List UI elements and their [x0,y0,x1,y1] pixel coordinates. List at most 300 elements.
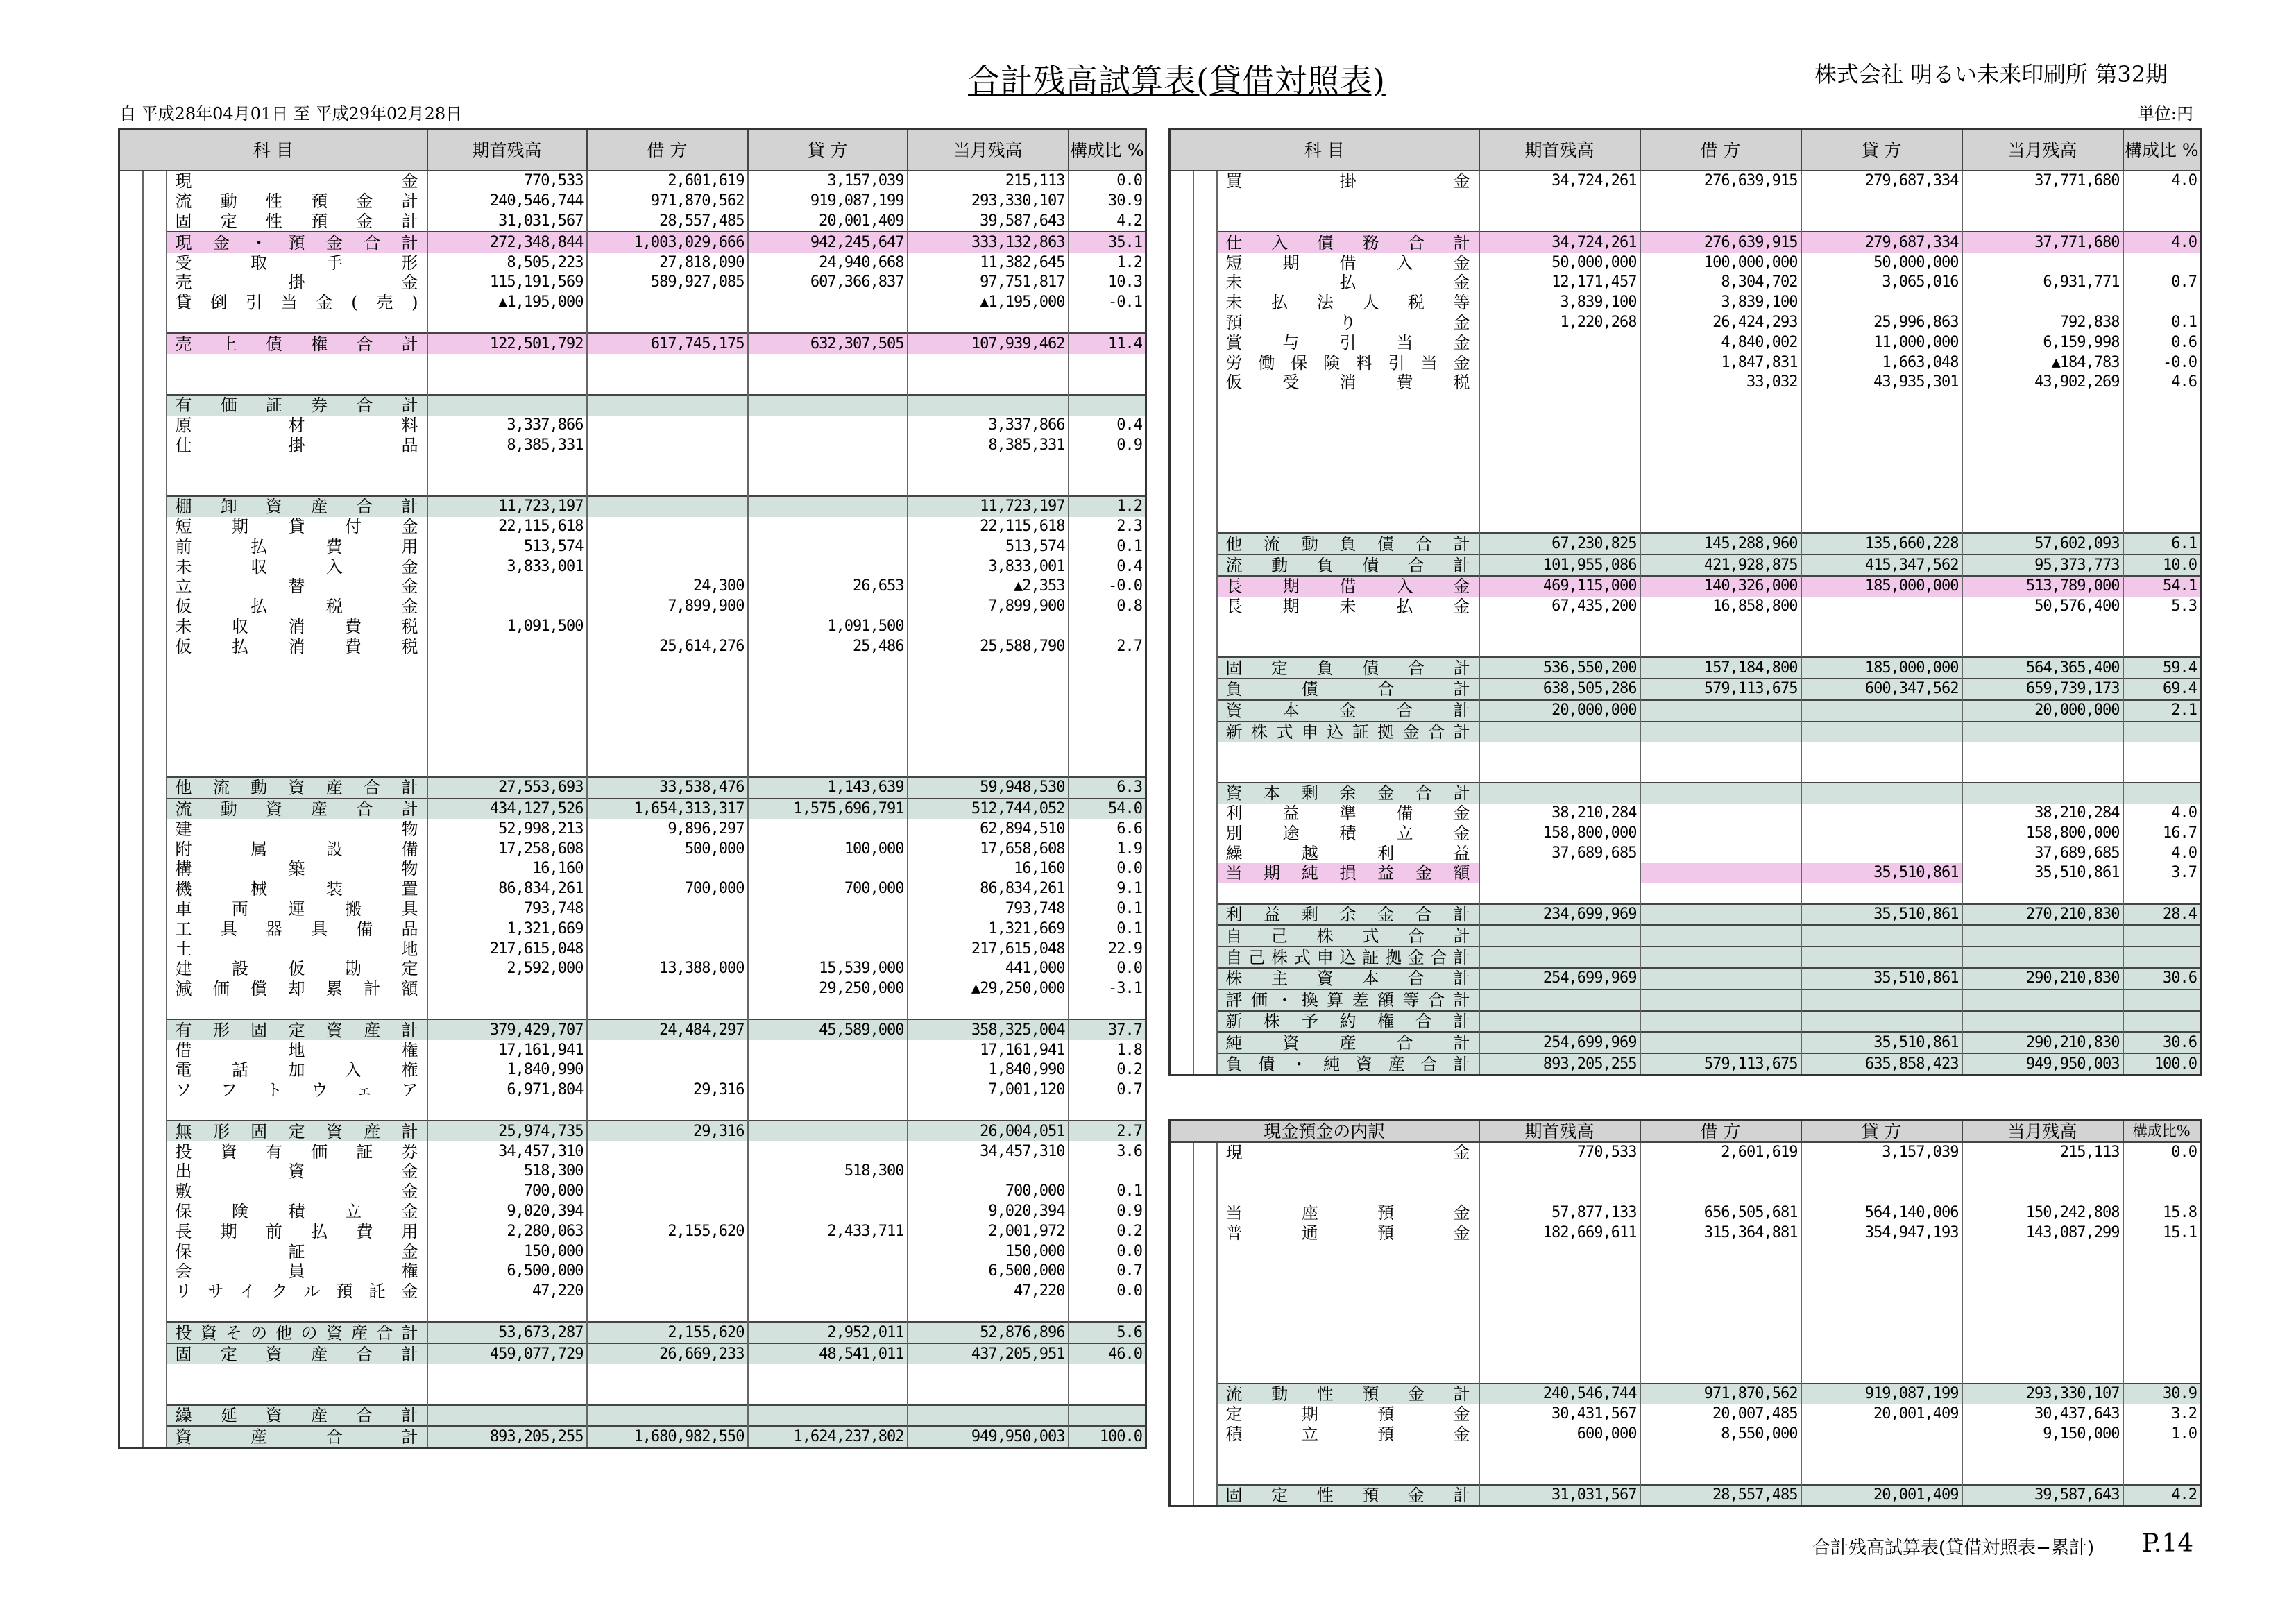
account-name [1217,742,1479,762]
current-balance: 7,899,900 [908,597,1069,617]
account-name: 株主資本合計 [1217,968,1479,989]
account-name: 仮払税金 [167,597,427,617]
opening-balance: 217,615,048 [427,939,587,959]
credit-amount [748,1364,908,1384]
account-name [1217,212,1479,232]
current-balance [1962,722,2123,742]
account-name [1217,413,1479,433]
account-name: 建物 [167,819,427,840]
debit-amount: 16,858,800 [1640,597,1801,617]
ratio: 4.0 [2123,232,2201,253]
opening-balance [1479,1183,1640,1203]
debit-amount [587,1182,748,1202]
table-row [119,374,1146,395]
account-name [167,756,427,777]
credit-amount: 185,000,000 [1801,576,1962,597]
opening-balance: 25,974,735 [427,1121,587,1141]
current-balance: 2,001,972 [908,1221,1069,1241]
opening-balance: 240,546,744 [427,192,587,212]
debit-amount: 617,745,175 [587,333,748,354]
current-balance: 949,950,003 [908,1426,1069,1447]
opening-balance [1479,513,1640,534]
account-name: 流動資産合計 [167,799,427,819]
credit-amount [748,1202,908,1222]
credit-amount [1801,1464,1962,1485]
ratio: 0.2 [1069,1221,1146,1241]
account-name: 仕入債務合計 [1217,232,1479,253]
ratio: 4.0 [2123,843,2201,863]
table-row [119,839,1146,859]
current-balance [1962,1163,2123,1183]
cash-col-opening: 期首残高 [1479,1120,1640,1143]
table-row [119,1261,1146,1282]
ratio [2123,1302,2201,1323]
account-name: 現金・預金合計 [167,232,427,253]
credit-amount [1801,989,1962,1011]
table-row [119,819,1146,840]
debit-amount [587,1261,748,1282]
credit-amount: 919,087,199 [1801,1384,1962,1404]
ratio [2123,513,2201,534]
account-name: 自己株式合計 [1217,925,1479,946]
credit-amount [1801,452,1962,473]
account-name: 積立預金 [1217,1424,1479,1444]
credit-amount: 607,366,837 [748,273,908,293]
debit-amount [587,517,748,537]
debit-amount [587,293,748,313]
table-row [119,395,1146,416]
current-balance: 30,437,643 [1962,1404,2123,1424]
credit-amount [1801,432,1962,452]
debit-amount [1640,413,1801,433]
current-balance [908,1101,1069,1121]
current-balance [1962,1444,2123,1464]
table-row [119,1221,1146,1241]
table-row [119,192,1146,212]
opening-balance [427,1302,587,1323]
ratio: 0.1 [1069,919,1146,939]
opening-balance [427,395,587,416]
table-row [119,253,1146,273]
table-row [1170,1203,2201,1223]
debit-amount [1640,212,1801,232]
credit-amount: 26,653 [748,577,908,597]
opening-balance: 12,171,457 [1479,273,1640,293]
table-row [119,1202,1146,1222]
ratio: -3.1 [1069,979,1146,999]
ratio: 1.2 [1069,496,1146,517]
ratio [1069,1405,1146,1427]
opening-balance [427,1384,587,1405]
debit-amount [587,455,748,475]
table-row [1170,1302,2201,1323]
ratio: 4.6 [2123,373,2201,393]
account-name [1217,1444,1479,1464]
credit-amount [1801,192,1962,212]
credit-amount [748,1141,908,1162]
current-balance [1962,883,2123,904]
opening-balance [1479,722,1640,742]
account-name: 他流動資産合計 [167,777,427,799]
ratio: 15.8 [2123,1203,2201,1223]
debit-amount: 27,818,090 [587,253,748,273]
account-name: 未払法人税等 [1217,293,1479,313]
table-row [119,333,1146,354]
current-balance [1962,742,2123,762]
opening-balance: 518,300 [427,1162,587,1182]
current-balance [1962,192,2123,212]
credit-amount: 2,952,011 [748,1322,908,1343]
cash-col-current: 当月残高 [1962,1120,2123,1143]
table-row [119,1322,1146,1343]
debit-amount: 276,639,915 [1640,232,1801,253]
table-row [1170,700,2201,722]
account-name: 繰延資産合計 [167,1405,427,1427]
credit-amount [1801,946,1962,968]
table-row [119,756,1146,777]
opening-balance: 31,031,567 [427,212,587,232]
debit-amount [1640,1243,1801,1263]
account-name: 有価証券合計 [167,395,427,416]
table-row [119,1121,1146,1141]
table-row [1170,883,2201,904]
assets-table [118,128,1147,1449]
credit-amount: 100,000 [748,839,908,859]
opening-balance [427,1101,587,1121]
account-name: 建設仮勘定 [167,959,427,979]
account-name: 有形固定資産計 [167,1019,427,1040]
opening-balance: 469,115,000 [1479,576,1640,597]
debit-amount [587,717,748,737]
table-row [1170,473,2201,493]
opening-balance [1479,1323,1640,1343]
credit-amount [748,1080,908,1101]
opening-balance: 9,020,394 [427,1202,587,1222]
current-balance: 57,602,093 [1962,533,2123,554]
opening-balance [1479,762,1640,783]
table-row [1170,617,2201,637]
opening-balance [1479,1302,1640,1323]
ratio: 0.1 [2123,313,2201,333]
credit-amount [748,1261,908,1282]
ratio: 6.3 [1069,777,1146,799]
debit-amount: 4,840,002 [1640,332,1801,352]
table-row [119,1162,1146,1182]
debit-amount: 26,669,233 [587,1343,748,1364]
debit-amount: 421,928,875 [1640,554,1801,576]
table-row [119,556,1146,577]
current-balance: 47,220 [908,1282,1069,1302]
credit-amount [748,1405,908,1427]
current-balance [908,455,1069,475]
current-balance: 20,000,000 [1962,700,2123,722]
ratio [2123,1323,2201,1343]
credit-amount: 1,663,048 [1801,352,1962,373]
current-balance [1962,493,2123,513]
table-row [1170,1053,2201,1075]
table-row [1170,1384,2201,1404]
debit-amount: 1,680,982,550 [587,1426,748,1447]
current-balance: 11,723,197 [908,496,1069,517]
table-row [1170,1444,2201,1464]
group-label [1193,1142,1217,1506]
opening-balance: 57,877,133 [1479,1203,1640,1223]
ratio: 69.4 [2123,679,2201,700]
credit-amount [1801,700,1962,722]
table-row [119,859,1146,879]
credit-amount [1801,1243,1962,1263]
opening-balance [427,577,587,597]
current-balance [1962,1302,2123,1323]
current-balance: 37,771,680 [1962,171,2123,192]
account-name [167,1364,427,1384]
credit-amount [1801,493,1962,513]
opening-balance [427,979,587,999]
debit-amount [1640,473,1801,493]
cash-col-ratio: 構成比% [2123,1120,2201,1143]
current-balance: 16,160 [908,859,1069,879]
credit-amount: 11,000,000 [1801,332,1962,352]
debit-amount: 2,601,619 [587,171,748,192]
ratio: 22.9 [1069,939,1146,959]
opening-balance: 37,689,685 [1479,843,1640,863]
opening-balance: 86,834,261 [427,879,587,899]
current-balance [1962,253,2123,273]
current-balance: 37,771,680 [1962,232,2123,253]
ratio: 10.3 [1069,273,1146,293]
opening-balance: 254,699,969 [1479,968,1640,989]
table-row [1170,1011,2201,1033]
table-row [1170,804,2201,824]
table-row [119,939,1146,959]
credit-amount [748,919,908,939]
table-row [119,517,1146,537]
credit-amount [748,354,908,374]
debit-amount: 8,304,702 [1640,273,1801,293]
debit-amount: 2,601,619 [1640,1142,1801,1163]
current-balance [908,1302,1069,1323]
credit-amount [748,756,908,777]
ratio: 2.7 [1069,1121,1146,1141]
table-row [119,435,1146,455]
opening-balance: 17,258,608 [427,839,587,859]
debit-amount [1640,1464,1801,1485]
opening-balance [1479,1464,1640,1485]
debit-amount [587,1040,748,1060]
credit-amount [748,1302,908,1323]
opening-balance: 38,210,284 [1479,804,1640,824]
table-row [1170,1243,2201,1263]
ratio: 4.2 [1069,212,1146,232]
account-name [167,1384,427,1405]
opening-balance [427,374,587,395]
ratio: 0.1 [1069,899,1146,919]
debit-amount: 24,300 [587,577,748,597]
account-name: 減価償却累計額 [167,979,427,999]
ratio: 30.6 [2123,968,2201,989]
table-row [1170,1263,2201,1283]
current-balance: 11,382,645 [908,253,1069,273]
opening-balance: 16,160 [427,859,587,879]
table-row [119,232,1146,253]
table-row [1170,1163,2201,1183]
current-balance: 513,574 [908,536,1069,556]
current-balance [908,475,1069,496]
debit-amount [1640,1032,1801,1053]
account-name: 繰越利益 [1217,843,1479,863]
ratio: 0.4 [1069,556,1146,577]
table-row [119,979,1146,999]
opening-balance [427,999,587,1020]
opening-balance: 254,699,969 [1479,1032,1640,1053]
group-label [119,171,143,1448]
debit-amount [1640,883,1801,904]
opening-balance: 11,723,197 [427,496,587,517]
debit-amount [1640,432,1801,452]
debit-amount [587,1202,748,1222]
account-name [167,354,427,374]
opening-balance [1479,432,1640,452]
table-row [119,1101,1146,1121]
account-name [1217,513,1479,534]
ratio: 5.6 [1069,1322,1146,1343]
current-balance: 9,020,394 [908,1202,1069,1222]
current-balance: 333,132,863 [908,232,1069,253]
ratio [2123,1263,2201,1283]
debit-amount: 29,316 [587,1121,748,1141]
ratio: 16.7 [2123,824,2201,844]
current-balance: 270,210,830 [1962,904,2123,926]
current-balance [1962,946,2123,968]
account-name: 貸倒引当金(売) [167,293,427,313]
ratio: 1.8 [1069,1040,1146,1060]
credit-amount [1801,843,1962,863]
table-row [119,1343,1146,1364]
opening-balance [427,354,587,374]
credit-amount [748,556,908,577]
cash-col-item: 現金預金の内訳 [1170,1120,1479,1143]
opening-balance: 240,546,744 [1479,1384,1640,1404]
current-balance [1962,1243,2123,1263]
ratio [2123,1011,2201,1033]
table-row [1170,783,2201,804]
current-balance: 3,833,001 [908,556,1069,577]
opening-balance [1479,946,1640,968]
current-balance: 9,150,000 [1962,1424,2123,1444]
ratio: 0.0 [2123,1142,2201,1163]
credit-amount [1801,883,1962,904]
opening-balance [427,597,587,617]
table-row [1170,679,2201,700]
current-balance: 8,385,331 [908,435,1069,455]
page-title: 合計残高試算表(貸借対照表) [968,62,1386,99]
account-name [167,455,427,475]
debit-amount [587,1282,748,1302]
account-name: 資本金合計 [1217,700,1479,722]
account-name [1217,636,1479,657]
ratio [1069,354,1146,374]
ratio: 11.4 [1069,333,1146,354]
current-balance [908,1364,1069,1384]
col-current: 当月残高 [1962,129,2123,171]
table-row [1170,253,2201,273]
credit-amount [748,597,908,617]
account-name: 固定資産合計 [167,1343,427,1364]
debit-amount: 1,003,029,666 [587,232,748,253]
current-balance: 6,931,771 [1962,273,2123,293]
opening-balance [427,1405,587,1427]
credit-amount [1801,1283,1962,1303]
opening-balance: 122,501,792 [427,333,587,354]
debit-amount [1640,1343,1801,1363]
opening-balance [427,475,587,496]
debit-amount [1640,1283,1801,1303]
credit-amount [1801,1343,1962,1363]
current-balance: 1,321,669 [908,919,1069,939]
credit-amount: 919,087,199 [748,192,908,212]
credit-amount: 135,660,228 [1801,533,1962,554]
debit-amount [1640,493,1801,513]
ratio [2123,393,2201,413]
debit-amount: 25,614,276 [587,636,748,656]
credit-amount [748,859,908,879]
credit-amount [748,536,908,556]
table-row [1170,432,2201,452]
opening-balance [1479,783,1640,804]
opening-balance: 158,800,000 [1479,824,1640,844]
table-row [119,899,1146,919]
ratio: 5.3 [2123,597,2201,617]
ratio [2123,762,2201,783]
account-name: 固定負債合計 [1217,657,1479,679]
account-name: ソフトウェア [167,1080,427,1101]
debit-amount [587,354,748,374]
debit-amount [587,536,748,556]
opening-balance: 31,031,567 [1479,1485,1640,1506]
table-row [119,455,1146,475]
current-balance [1962,1011,2123,1033]
table-row [1170,1142,2201,1163]
account-name [1217,1343,1479,1363]
table-row [1170,1223,2201,1243]
debit-amount [1640,636,1801,657]
current-balance: 293,330,107 [1962,1384,2123,1404]
opening-balance: 2,280,063 [427,1221,587,1241]
debit-amount: 2,155,620 [587,1221,748,1241]
current-balance: 659,739,173 [1962,679,2123,700]
account-name: 土地 [167,939,427,959]
debit-amount [587,496,748,517]
opening-balance [1479,925,1640,946]
ratio: 0.8 [1069,597,1146,617]
credit-amount [748,475,908,496]
table-row [1170,1464,2201,1485]
opening-balance: 53,673,287 [427,1322,587,1343]
account-name: 保険積立金 [167,1202,427,1222]
ratio [2123,253,2201,273]
ratio: 54.0 [1069,799,1146,819]
ratio [1069,1101,1146,1121]
credit-amount [1801,413,1962,433]
account-name [1217,192,1479,212]
ratio: -0.1 [1069,293,1146,313]
ratio: 0.4 [1069,416,1146,436]
ratio [1069,313,1146,334]
table-row [119,212,1146,232]
current-balance [1962,1283,2123,1303]
credit-amount [748,1182,908,1202]
credit-amount [1801,393,1962,413]
